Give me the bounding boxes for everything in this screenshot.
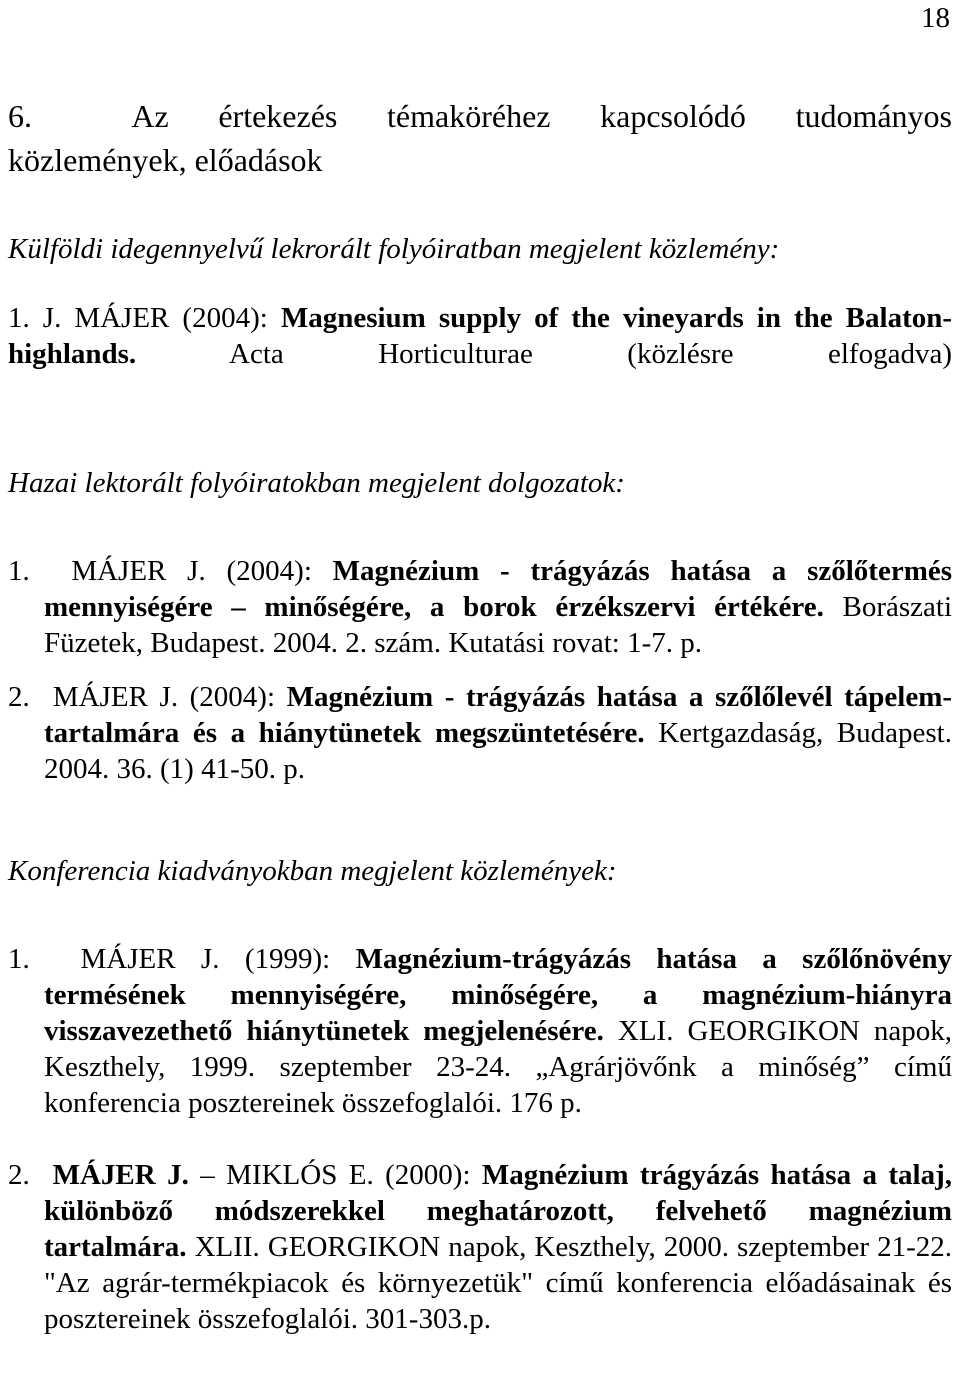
entry-number: 1. bbox=[8, 302, 30, 334]
entry-number: 2. bbox=[8, 681, 30, 713]
chapter-heading bbox=[8, 94, 952, 182]
entry-title: Magnézium - trágyázás hatása a szőlőtermés mennyiségére – minőségére, a borok érzékszervi értékére. bbox=[44, 555, 953, 623]
section-title-conference: Konferencia kiadványokban megjelent közlemények: bbox=[8, 855, 617, 887]
domestic-entry-2 bbox=[8, 679, 952, 787]
entry-line bbox=[8, 300, 952, 372]
entry-text bbox=[8, 941, 953, 1121]
entry-body bbox=[8, 553, 952, 661]
entry-text bbox=[8, 679, 953, 787]
foreign-entry-1 bbox=[8, 300, 952, 372]
entry-authors: MÁJER J. (2004): bbox=[52, 681, 276, 713]
section-title-foreign: Külföldi idegennyelvű lekrorált folyóiratban megjelent közlemény: bbox=[8, 233, 780, 265]
entry-source: XLI. GEORGIKON napok, Keszthely, 1999. szeptember 23-24. „Agrárjövőnk a minőség” című konferencia posztereinek összefoglalói. 176 p. bbox=[44, 1015, 952, 1119]
entry-authors-rest: – MIKLÓS E. (2000): bbox=[200, 1159, 471, 1191]
entry-text bbox=[8, 553, 953, 661]
entry-authors-bold: MÁJER J. bbox=[52, 1159, 189, 1191]
entry-title: Magnézium - trágyázás hatása a szőlőlevél tápelem-tartalmára és a hiánytünetek megszüntetésére. bbox=[44, 681, 953, 749]
page-number: 18 bbox=[921, 2, 950, 34]
conference-entry-1 bbox=[8, 941, 952, 1121]
entry-number: 2. bbox=[8, 1159, 30, 1191]
entry-body bbox=[8, 679, 952, 787]
entry-authors: MÁJER J. (1999): bbox=[80, 943, 331, 975]
entry-title: Magnézium trágyázás hatása a talaj, különböző módszerekkel meghatározott, felvehető magnézium tartalmára. bbox=[44, 1159, 953, 1263]
entry-text bbox=[8, 1157, 953, 1337]
entry-number: 1. bbox=[8, 943, 30, 975]
entry-title: Magnézium-trágyázás hatása a szőlőnövény termésének mennyiségére, minőségére, a magnézium-hiányra visszavezethető hiánytünetek megjelenésére. bbox=[44, 943, 953, 1047]
section-title-domestic: Hazai lektorált folyóiratokban megjelent dolgozatok: bbox=[8, 467, 625, 499]
entry-source: Borászati Füzetek, Budapest. 2004. 2. szám. Kutatási rovat: 1-7. p. bbox=[44, 591, 953, 659]
entry-title: Magnesium supply of the vineyards in the Balaton-highlands. bbox=[8, 302, 953, 370]
entry-source: Kertgazdaság, Budapest. 2004. 36. (1) 41-50. p. bbox=[44, 717, 952, 785]
chapter-title-line2: közlemények, előadások bbox=[8, 142, 323, 178]
chapter-title-line1: Az értekezés témaköréhez kapcsolódó tudományos bbox=[131, 98, 952, 134]
chapter-heading-line1 bbox=[8, 94, 952, 138]
entry-body bbox=[8, 1157, 952, 1337]
entry-source: Acta Horticulturae (közlésre elfogadva) bbox=[229, 338, 952, 370]
entry-number: 1. bbox=[8, 555, 30, 587]
entry-body bbox=[8, 941, 952, 1121]
domestic-entry-1 bbox=[8, 553, 952, 661]
chapter-number: 6. bbox=[8, 98, 32, 134]
conference-entry-2 bbox=[8, 1157, 952, 1337]
entry-authors: J. MÁJER (2004): bbox=[42, 302, 268, 334]
entry-source: XLII. GEORGIKON napok, Keszthely, 2000. szeptember 21-22. "Az agrár-termékpiacok és környezetük" című konferencia előadásainak és posztereinek összefoglalói. 301-303.p. bbox=[44, 1231, 952, 1335]
entry-authors: MÁJER J. (2004): bbox=[71, 555, 312, 587]
